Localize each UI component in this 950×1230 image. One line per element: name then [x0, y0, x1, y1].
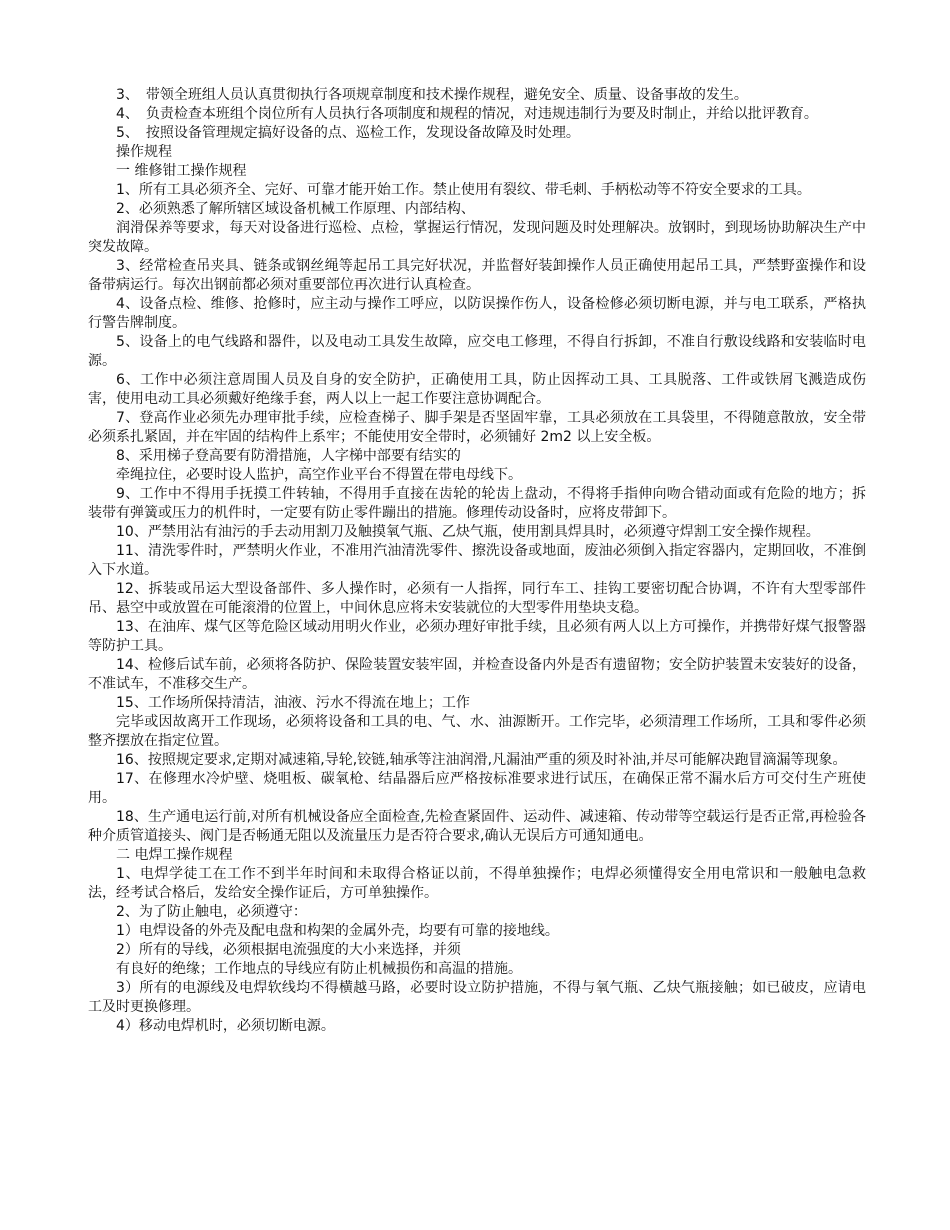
fitter-rule-5: 5、设备上的电气线路和器件，以及电动工具发生故障，应交电工修理，不得自行拆卸，不准自行敷设线路和安装临时电源。	[88, 334, 866, 369]
fitter-rule-18: 18、生产通电运行前,对所有机械设备应全面检查,先检查紧固件、运动件、减速箱、传动带等空载运行是否正常,再检验各种介质管道接头、阀门是否畅通无阻以及流量压力是否符合要求,确认无误后方可通知通电。	[88, 809, 866, 844]
fitter-rule-2: 2、必须熟悉了解所辖区域设备机械工作原理、内部结构、	[116, 201, 475, 217]
fitter-rule-17: 17、在修理水冷炉壁、烧咀板、碳氧枪、结晶器后应严格按标准要求进行试压，在确保正常不漏水后方可交付生产班使用。	[88, 771, 866, 806]
fitter-rule-10: 10、严禁用沾有油污的手去动用割刀及触摸氧气瓶、乙炔气瓶，使用割具焊具时，必须遵守焊割工安全操作规程。	[116, 524, 820, 540]
welder-rule-2-item-4: 4）移动电焊机时，必须切断电源。	[116, 1018, 335, 1034]
fitter-rule-4: 4、设备点检、维修、抢修时，应主动与操作工呼应，以防误操作伤人，设备检修必须切断电源，并与电工联系，严格执行警告牌制度。	[88, 296, 866, 331]
section-heading-operating-rules: 操作规程	[116, 144, 172, 160]
welder-rule-2-item-3: 3）所有的电源线及电焊软线均不得横越马路，必要时设立防护措施，不得与氧气瓶、乙炔气瓶接触；如已破皮，应请电工及时更换修理。	[88, 980, 866, 1015]
fitter-rule-7: 7、登高作业必须先办理审批手续，应检查梯子、脚手架是否坚固牢靠，工具必须放在工具袋里，不得随意散放，安全带必须系扎紧固，并在牢固的结构件上系牢；不能使用安全带时，必须铺好 2m2 以上安全板。	[88, 410, 866, 445]
welder-rule-2: 2、为了防止触电，必须遵守：	[116, 904, 307, 920]
duty-item-3: 3、 带领全班组人员认真贯彻执行各项规章制度和技术操作规程，避免安全、质量、设备事故的发生。	[116, 87, 748, 103]
welder-rule-2-item-2: 2）所有的导线，必须根据电流强度的大小来选择，并须	[116, 942, 461, 958]
fitter-rule-15-continued: 完毕或因故离开工作现场，必须将设备和工具的电、气、水、油源断开。工作完毕，必须清理工作场所，工具和零件必须整齐摆放在指定位置。	[88, 714, 866, 749]
fitter-rule-13: 13、在油库、煤气区等危险区域动用明火作业，必须办理好审批手续，且必须有两人以上方可操作，并携带好煤气报警器等防护工具。	[88, 619, 866, 654]
fitter-rule-14: 14、检修后试车前，必须将各防护、保险装置安装牢固，并检查设备内外是否有遗留物；安全防护装置未安装好的设备，不准试车，不准移交生产。	[88, 657, 866, 692]
fitter-rule-1: 1、所有工具必须齐全、完好、可靠才能开始工作。禁止使用有裂纹、带毛刺、手柄松动等不符安全要求的工具。	[116, 182, 811, 198]
duty-item-4: 4、 负责检查本班组个岗位所有人员执行各项制度和规程的情况，对违规违制行为要及时制止，并给以批评教育。	[116, 106, 818, 122]
fitter-rule-11: 11、清洗零件时，严禁明火作业，不准用汽油清洗零件、擦洗设备或地面，废油必须倒入指定容器内，定期回收，不准倒入下水道。	[88, 543, 866, 578]
welder-rule-2-item-2-continued: 有良好的绝缘；工作地点的导线应有防止机械损伤和高温的措施。	[116, 961, 522, 977]
document-page	[88, 86, 866, 1036]
fitter-rule-8-continued: 牵绳拉住，必要时设人监护，高空作业平台不得置在带电母线下。	[116, 467, 522, 483]
fitter-rule-15: 15、工作场所保持清洁，油液、污水不得流在地上；工作	[116, 695, 470, 711]
duty-item-5: 5、 按照设备管理规定搞好设备的点、巡检工作，发现设备故障及时处理。	[116, 125, 580, 141]
subsection-heading-fitter: 一 维修钳工操作规程	[116, 163, 247, 179]
fitter-rule-9: 9、工作中不得用手抚摸工件转轴，不得用手直接在齿轮的轮齿上盘动，不得将手指伸向吻合错动面或有危险的地方；拆装带有弹簧或压力的机件时，一定要有防止零件蹦出的措施。修理传动设备时，应将皮带卸下。	[88, 486, 866, 521]
subsection-heading-welder: 二 电焊工操作规程	[116, 847, 233, 863]
fitter-rule-6: 6、工作中必须注意周围人员及自身的安全防护，正确使用工具，防止因挥动工具、工具脱落、工件或铁屑飞溅造成伤害，使用电动工具必须戴好绝缘手套，两人以上一起工作要注意协调配合。	[88, 372, 866, 407]
welder-rule-1: 1、电焊学徒工在工作不到半年时间和未取得合格证以前，不得单独操作；电焊必须懂得安全用电常识和一般触电急救法，经考试合格后，发给安全操作证后，方可单独操作。	[88, 866, 866, 901]
fitter-rule-12: 12、拆装或吊运大型设备部件、多人操作时，必须有一人指挥，同行车工、挂钩工要密切配合协调，不许有大型零部件吊、悬空中或放置在可能滚滑的位置上，中间休息应将未安装就位的大型零件用垫块支稳。	[88, 581, 866, 616]
fitter-rule-2-continued: 润滑保养等要求，每天对设备进行巡检、点检，掌握运行情况，发现问题及时处理解决。放钢时，到现场协助解决生产中突发故障。	[88, 220, 866, 255]
fitter-rule-3: 3、经常检查吊夹具、链条或钢丝绳等起吊工具完好状况，并监督好装卸操作人员正确使用起吊工具，严禁野蛮操作和设备带病运行。每次出钢前都必须对重要部位再次进行认真检查。	[88, 258, 866, 293]
fitter-rule-16: 16、按照规定要求,定期对减速箱,导轮,铰链,轴承等注油润滑,凡漏油严重的须及时补油,并尽可能解决跑冒滴漏等现象。	[116, 752, 847, 768]
fitter-rule-8: 8、采用梯子登高要有防滑措施，人字梯中部要有结实的	[116, 448, 461, 464]
welder-rule-2-item-1: 1）电焊设备的外壳及配电盘和构架的金属外壳，均要有可靠的接地线。	[116, 923, 559, 939]
